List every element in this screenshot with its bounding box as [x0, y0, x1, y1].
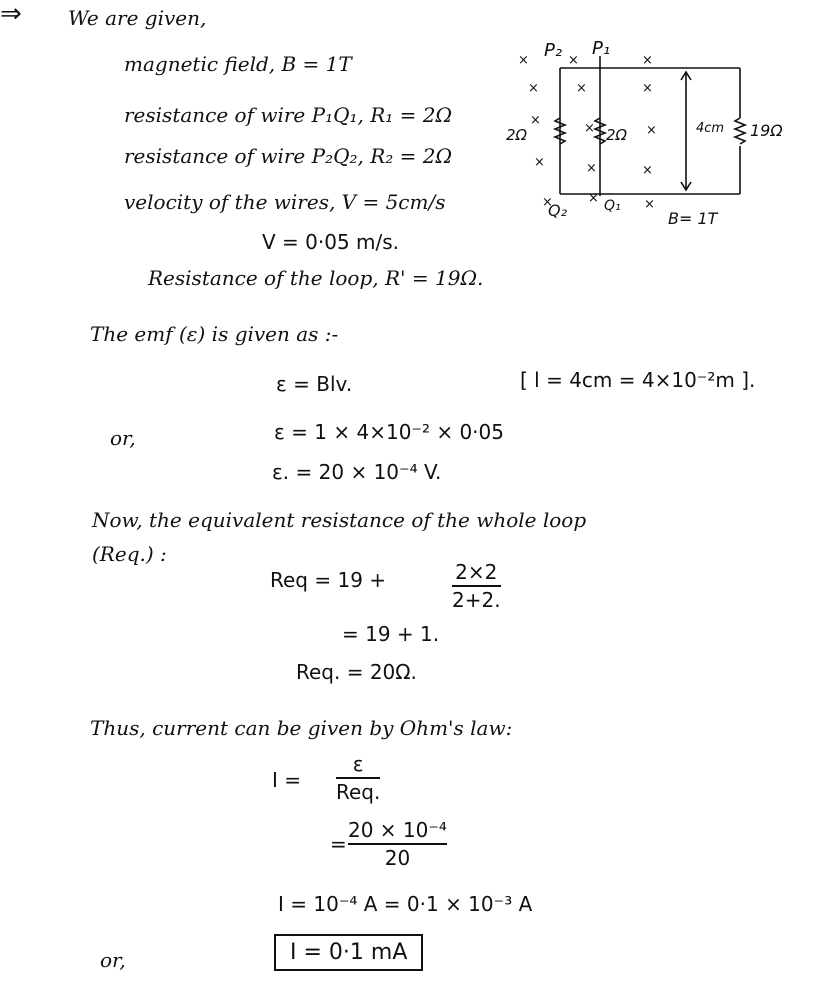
- implies-arrow: ⇒: [0, 0, 22, 29]
- current-lhs: I =: [272, 768, 302, 792]
- label-field: B= 1T: [668, 209, 718, 226]
- emf-result: ε. = 20 × 10⁻⁴ V.: [272, 460, 442, 484]
- req-fraction-denominator: 2+2.: [452, 588, 501, 612]
- label-q2: Q₂: [548, 201, 568, 220]
- cross: ×: [646, 123, 657, 138]
- current-fraction-1-numerator: ε: [352, 752, 364, 776]
- given-resistance-p2q2: resistance of wire P₂Q₂, R₂ = 2Ω: [124, 144, 453, 168]
- req-line3: Req. = 20Ω.: [296, 660, 417, 684]
- req-intro-line1: Now, the equivalent resistance of the whole loop: [92, 508, 587, 532]
- cross: ×: [518, 53, 529, 68]
- or-label-1: or,: [110, 426, 136, 450]
- field-crosses: [518, 53, 657, 212]
- final-answer-box: I = 0·1 mA: [274, 934, 423, 971]
- label-p2: P₂: [544, 40, 563, 61]
- fraction-bar: [452, 585, 501, 587]
- cross: ×: [588, 191, 599, 206]
- fraction-bar: [348, 843, 447, 845]
- cross: ×: [542, 195, 553, 210]
- current-fraction-2-numerator: 20 × 10⁻⁴: [348, 818, 447, 842]
- current-fraction-1-denominator: Req.: [336, 780, 381, 804]
- req-intro-line2: (Req.) :: [92, 542, 167, 566]
- current-fraction-1: [336, 752, 380, 804]
- circuit-diagram: [500, 36, 800, 226]
- cross: ×: [642, 163, 653, 178]
- cross: ×: [528, 81, 539, 96]
- req-line2: = 19 + 1.: [342, 622, 440, 646]
- req-fraction: [452, 560, 501, 612]
- given-velocity: velocity of the wires, V = 5cm/s: [124, 190, 446, 214]
- cross: ×: [642, 53, 653, 68]
- label-q1: Q₁: [604, 198, 621, 214]
- given-velocity-si: V = 0·05 m/s.: [262, 230, 400, 254]
- fraction-bar: [336, 777, 380, 779]
- req-fraction-numerator: 2×2: [455, 560, 498, 584]
- cross: ×: [586, 161, 597, 176]
- label-p1: P₁: [592, 38, 611, 59]
- cross: ×: [534, 155, 545, 170]
- req-line1-lhs: Req = 19 +: [270, 568, 387, 592]
- label-length: 4cm: [696, 121, 725, 136]
- label-r-left: 2Ω: [506, 126, 528, 144]
- cross: ×: [584, 121, 595, 136]
- emf-formula: ε = Blv.: [276, 372, 353, 396]
- current-fraction-2: [348, 818, 447, 870]
- cross: ×: [530, 113, 541, 128]
- label-r-middle: 2Ω: [606, 126, 628, 144]
- given-loop-resistance: Resistance of the loop, R' = 19Ω.: [148, 266, 484, 290]
- current-intro: Thus, current can be given by Ohm's law:: [90, 716, 513, 740]
- current-equals: =: [330, 832, 347, 856]
- cross: ×: [644, 197, 655, 212]
- emf-length-note: [ l = 4cm = 4×10⁻²m ].: [520, 368, 756, 392]
- cross: ×: [568, 53, 579, 68]
- cross: ×: [642, 81, 653, 96]
- cross: ×: [576, 81, 587, 96]
- given-resistance-p1q1: resistance of wire P₁Q₁, R₁ = 2Ω: [124, 103, 453, 127]
- current-line3: I = 10⁻⁴ A = 0·1 × 10⁻³ A: [278, 892, 533, 916]
- or-label-2: or,: [100, 948, 126, 972]
- given-magnetic-field: magnetic field, B = 1T: [124, 52, 352, 76]
- resistor-right: [735, 118, 745, 144]
- label-r-loop: 19Ω: [750, 121, 783, 140]
- emf-intro: The emf (ε) is given as :-: [90, 322, 339, 346]
- current-fraction-2-denominator: 20: [384, 846, 411, 870]
- emf-substitution: ε = 1 × 4×10⁻² × 0·05: [274, 420, 504, 444]
- given-intro: We are given,: [68, 6, 207, 30]
